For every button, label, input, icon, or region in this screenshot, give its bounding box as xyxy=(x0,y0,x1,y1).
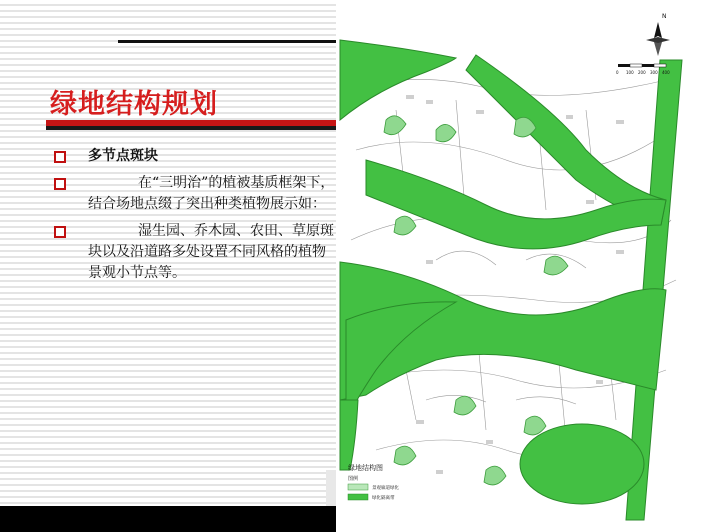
bullet-item xyxy=(48,146,336,167)
top-rule xyxy=(118,40,336,43)
green-structure-map xyxy=(336,0,709,532)
site-plan-lines xyxy=(346,79,676,458)
scale-tick: 200 xyxy=(638,70,646,75)
map-legend xyxy=(348,463,399,501)
bullet-item xyxy=(48,221,336,284)
decorative-strip xyxy=(326,470,336,506)
square-bullet-icon xyxy=(54,151,66,163)
legend-swatch-green xyxy=(348,494,368,500)
scale-bar xyxy=(618,64,666,67)
legend-label: 绿化隔离带 xyxy=(372,496,395,501)
bullet-list xyxy=(48,146,336,290)
legend-swatch-light xyxy=(348,484,368,490)
slide-title: 绿地结构规划 xyxy=(50,89,218,120)
north-arrow-icon xyxy=(646,22,670,56)
legend-label: 景观廊道绿化 xyxy=(372,486,399,491)
north-label: N xyxy=(662,13,667,20)
bullet-text: 在“三明治”的植被基质框架下，结合场地点缀了突出种类植物展示如： xyxy=(88,175,335,212)
green-corridors xyxy=(340,40,682,520)
title-underline-black xyxy=(46,126,336,130)
bullet-text: 多节点斑块 xyxy=(88,148,158,164)
scale-tick: 0 xyxy=(616,70,619,75)
square-bullet-icon xyxy=(54,226,66,238)
scale-ticks xyxy=(616,70,670,75)
scale-tick: 100 xyxy=(626,70,634,75)
legend-subtitle: 图例 xyxy=(348,476,359,482)
footer-bar xyxy=(0,506,336,532)
bullet-item xyxy=(48,173,336,215)
scale-tick: 300 xyxy=(650,70,658,75)
bullet-text: 湿生园、乔木园、农田、草原斑块以及沿道路多处设置不同风格的植物景观小节点等。 xyxy=(88,223,334,281)
square-bullet-icon xyxy=(54,178,66,190)
legend-title: 绿地结构图 xyxy=(348,464,383,472)
scale-tick: 400 xyxy=(662,70,670,75)
